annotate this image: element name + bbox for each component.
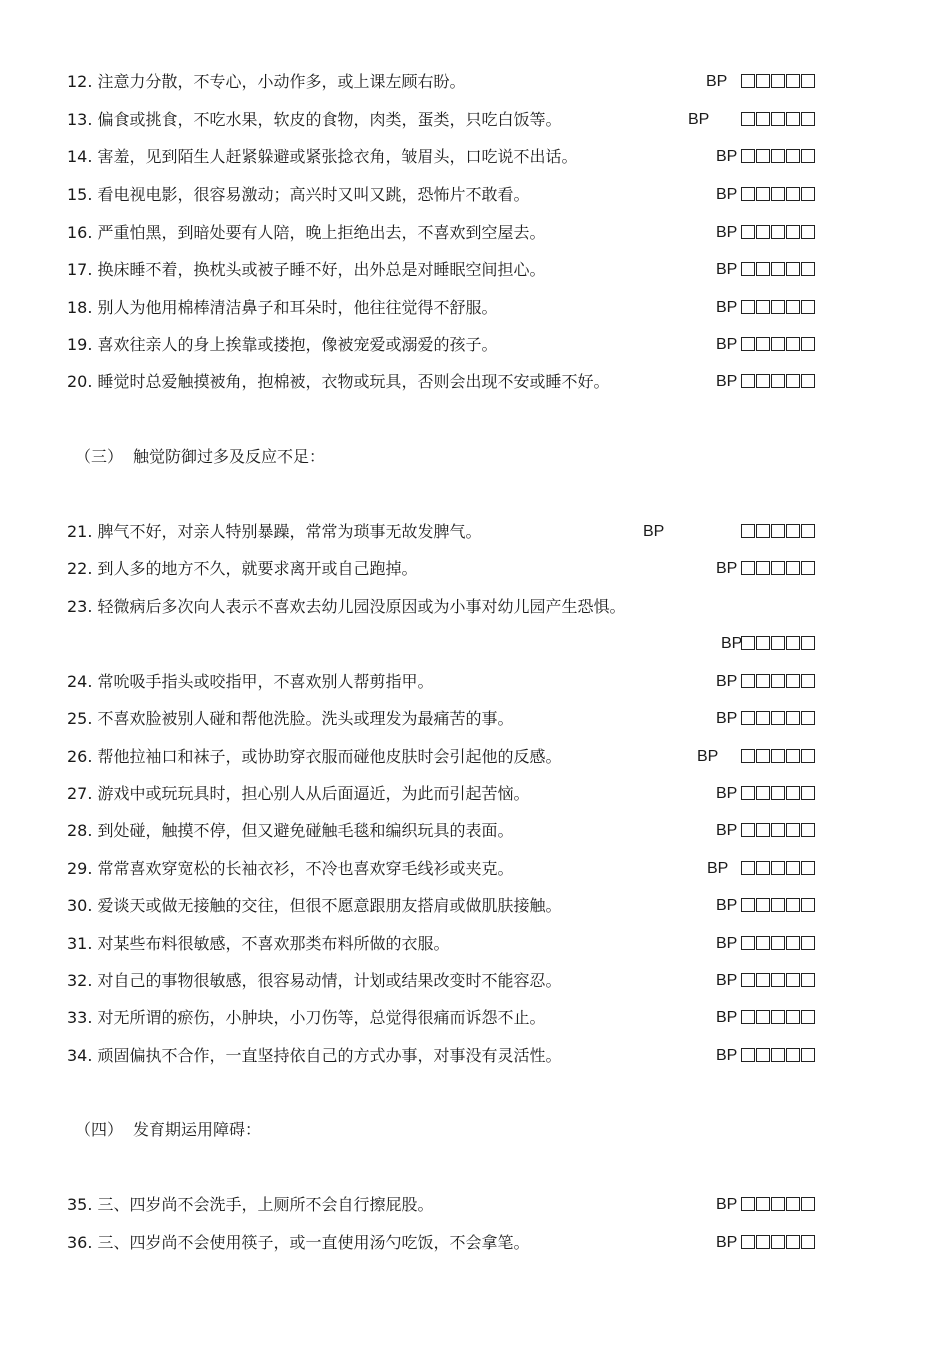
rating-checkbox[interactable] [786,524,800,538]
rating-checkbox[interactable] [756,1010,770,1024]
rating-checkbox[interactable] [801,112,815,126]
rating-checkboxes [741,711,815,725]
bp-label: BP [716,224,738,241]
rating-checkboxes [741,861,815,875]
rating-checkbox[interactable] [786,1235,800,1249]
rating-checkbox[interactable] [756,374,770,388]
rating-checkbox[interactable] [801,636,815,650]
rating-checkbox[interactable] [801,524,815,538]
rating-checkbox[interactable] [786,374,800,388]
rating-checkbox[interactable] [786,711,800,725]
rating-checkbox[interactable] [741,861,755,875]
rating-checkbox[interactable] [756,674,770,688]
rating-checkbox[interactable] [741,337,755,351]
rating-checkbox[interactable] [756,823,770,837]
rating-checkbox[interactable] [786,898,800,912]
question-text: 28. 到处碰，触摸不停，但又避免碰触毛毯和编织玩具的表面。 [67,821,514,840]
rating-checkbox[interactable] [801,337,815,351]
rating-checkbox[interactable] [801,225,815,239]
rating-checkbox[interactable] [801,1235,815,1249]
rating-checkboxes [741,1010,815,1024]
rating-checkbox[interactable] [756,936,770,950]
rating-checkbox[interactable] [786,1048,800,1062]
rating-checkbox[interactable] [771,337,785,351]
rating-checkbox[interactable] [756,524,770,538]
rating-checkbox[interactable] [786,1010,800,1024]
rating-checkbox[interactable] [741,973,755,987]
question-text: 16. 严重怕黑，到暗处要有人陪，晚上拒绝出去，不喜欢到空屋去。 [67,223,546,242]
bp-label: BP [716,1196,738,1213]
rating-checkboxes [741,1048,815,1062]
question-text: 18. 别人为他用棉棒清洁鼻子和耳朵时，他往往觉得不舒服。 [67,298,498,317]
rating-checkbox[interactable] [741,374,755,388]
rating-checkbox[interactable] [801,823,815,837]
section-heading [75,1120,261,1140]
rating-checkbox[interactable] [786,149,800,163]
rating-checkbox[interactable] [771,898,785,912]
rating-checkboxes [741,262,815,276]
rating-checkbox[interactable] [756,898,770,912]
rating-checkboxes [741,337,815,351]
bp-label: BP [716,1047,738,1064]
question-text: 35. 三、四岁尚不会洗手，上厕所不会自行擦屁股。 [67,1195,434,1214]
question-text: 34. 顽固偏执不合作，一直坚持依自己的方式办事，对事没有灵活性。 [67,1046,562,1065]
question-text: 17. 换床睡不着，换枕头或被子睡不好，出外总是对睡眠空间担心。 [67,260,546,279]
bp-label: BP [716,935,738,952]
rating-checkbox[interactable] [771,74,785,88]
question-text: 25. 不喜欢脸被别人碰和帮他洗脸。洗头或理发为最痛苦的事。 [67,709,514,728]
rating-checkbox[interactable] [801,711,815,725]
bp-label: BP [716,897,738,914]
rating-checkbox[interactable] [756,561,770,575]
rating-checkbox[interactable] [741,1048,755,1062]
rating-checkbox[interactable] [786,973,800,987]
bp-label: BP [716,186,738,203]
bp-label: BP [688,111,710,128]
rating-checkboxes [741,561,815,575]
rating-checkbox[interactable] [756,1197,770,1211]
rating-checkbox[interactable] [771,1048,785,1062]
rating-checkbox[interactable] [741,524,755,538]
rating-checkbox[interactable] [756,749,770,763]
rating-checkbox[interactable] [741,1197,755,1211]
rating-checkbox[interactable] [741,674,755,688]
rating-checkbox[interactable] [801,861,815,875]
rating-checkboxes [741,674,815,688]
rating-checkbox[interactable] [741,1010,755,1024]
rating-checkbox[interactable] [756,225,770,239]
rating-checkbox[interactable] [741,149,755,163]
bp-label: BP [643,523,665,540]
rating-checkbox[interactable] [741,898,755,912]
rating-checkbox[interactable] [771,187,785,201]
rating-checkbox[interactable] [771,262,785,276]
question-text: 24. 常吮吸手指头或咬指甲，不喜欢别人帮剪指甲。 [67,672,434,691]
rating-checkbox[interactable] [771,374,785,388]
bp-label: BP [716,373,738,390]
rating-checkbox[interactable] [756,1235,770,1249]
question-text: 13. 偏食或挑食，不吃水果，软皮的食物，肉类，蛋类，只吃白饭等。 [67,110,562,129]
rating-checkbox[interactable] [756,262,770,276]
rating-checkbox[interactable] [801,374,815,388]
section-title: 触觉防御过多及反应不足： [133,447,326,466]
rating-checkbox[interactable] [786,861,800,875]
rating-checkbox[interactable] [801,1048,815,1062]
rating-checkboxes [741,1235,815,1249]
rating-checkboxes [741,973,815,987]
rating-checkbox[interactable] [741,74,755,88]
question-text: 29. 常常喜欢穿宽松的长袖衣衫，不冷也喜欢穿毛线衫或夹克。 [67,859,514,878]
rating-checkbox[interactable] [771,749,785,763]
rating-checkbox[interactable] [801,1197,815,1211]
rating-checkbox[interactable] [741,561,755,575]
question-text: 36. 三、四岁尚不会使用筷子，或一直使用汤勺吃饭，不会拿笔。 [67,1233,530,1252]
rating-checkbox[interactable] [741,749,755,763]
rating-checkbox[interactable] [756,74,770,88]
bp-label: BP [716,299,738,316]
rating-checkbox[interactable] [786,187,800,201]
rating-checkbox[interactable] [771,1235,785,1249]
bp-label: BP [706,73,728,90]
rating-checkbox[interactable] [771,112,785,126]
rating-checkbox[interactable] [786,74,800,88]
bp-label: BP [721,635,743,652]
rating-checkbox[interactable] [771,786,785,800]
rating-checkbox[interactable] [771,823,785,837]
rating-checkbox[interactable] [801,973,815,987]
bp-label: BP [716,785,738,802]
section-number: （三） [75,447,124,466]
rating-checkboxes [741,524,815,538]
rating-checkbox[interactable] [771,149,785,163]
rating-checkboxes [741,225,815,239]
bp-label: BP [716,1009,738,1026]
bp-label: BP [716,822,738,839]
rating-checkbox[interactable] [786,337,800,351]
bp-label: BP [716,336,738,353]
bp-label: BP [716,1234,738,1251]
rating-checkbox[interactable] [786,561,800,575]
rating-checkbox[interactable] [786,262,800,276]
rating-checkbox[interactable] [741,1235,755,1249]
question-text: 30. 爱谈天或做无接触的交往，但很不愿意跟朋友搭肩或做肌肤接触。 [67,896,562,915]
rating-checkbox[interactable] [741,711,755,725]
rating-checkbox[interactable] [756,711,770,725]
rating-checkbox[interactable] [786,823,800,837]
question-text: 15. 看电视电影，很容易激动；高兴时又叫又跳，恐怖片不敢看。 [67,185,530,204]
rating-checkbox[interactable] [786,225,800,239]
rating-checkbox[interactable] [756,1048,770,1062]
bp-label: BP [716,148,738,165]
rating-checkbox[interactable] [756,636,770,650]
question-text: 22. 到人多的地方不久，就要求离开或自己跑掉。 [67,559,418,578]
rating-checkbox[interactable] [756,300,770,314]
question-text: 12. 注意力分散，不专心，小动作多，或上课左顾右盼。 [67,72,466,91]
rating-checkbox[interactable] [741,187,755,201]
rating-checkbox[interactable] [786,112,800,126]
rating-checkbox[interactable] [741,262,755,276]
rating-checkbox[interactable] [786,636,800,650]
rating-checkboxes [741,786,815,800]
section-number: （四） [75,1120,124,1139]
rating-checkbox[interactable] [801,674,815,688]
question-text: 27. 游戏中或玩玩具时，担心别人从后面逼近，为此而引起苦恼。 [67,784,530,803]
question-text: 32. 对自己的事物很敏感，很容易动情，计划或结果改变时不能容忍。 [67,971,562,990]
bp-label: BP [707,860,729,877]
rating-checkbox[interactable] [771,561,785,575]
rating-checkbox[interactable] [786,749,800,763]
rating-checkbox[interactable] [801,262,815,276]
rating-checkbox[interactable] [801,898,815,912]
rating-checkbox[interactable] [741,112,755,126]
rating-checkboxes [741,823,815,837]
rating-checkbox[interactable] [756,112,770,126]
rating-checkboxes [741,898,815,912]
rating-checkbox[interactable] [801,936,815,950]
rating-checkbox[interactable] [771,861,785,875]
rating-checkbox[interactable] [786,674,800,688]
section-title: 发育期运用障碍： [133,1120,262,1139]
rating-checkbox[interactable] [771,636,785,650]
rating-checkbox[interactable] [771,300,785,314]
rating-checkboxes [741,1197,815,1211]
rating-checkboxes [741,749,815,763]
rating-checkbox[interactable] [801,749,815,763]
rating-checkbox[interactable] [771,1197,785,1211]
rating-checkbox[interactable] [786,1197,800,1211]
rating-checkboxes [741,149,815,163]
question-text: 21. 脾气不好，对亲人特别暴躁，常常为琐事无故发脾气。 [67,522,482,541]
bp-label: BP [697,748,719,765]
rating-checkbox[interactable] [771,225,785,239]
rating-checkbox[interactable] [771,711,785,725]
rating-checkbox[interactable] [786,300,800,314]
rating-checkboxes [741,636,815,650]
rating-checkbox[interactable] [801,187,815,201]
rating-checkbox[interactable] [771,524,785,538]
question-text: 20. 睡觉时总爱触摸被角，抱棉被，衣物或玩具，否则会出现不安或睡不好。 [67,372,610,391]
question-text: 23. 轻微病后多次向人表示不喜欢去幼儿园没原因或为小事对幼儿园产生恐惧。 [67,597,626,616]
rating-checkbox[interactable] [801,74,815,88]
rating-checkbox[interactable] [801,300,815,314]
rating-checkbox[interactable] [756,973,770,987]
rating-checkbox[interactable] [771,973,785,987]
bp-label: BP [716,261,738,278]
rating-checkbox[interactable] [801,786,815,800]
rating-checkbox[interactable] [741,225,755,239]
rating-checkboxes [741,374,815,388]
rating-checkbox[interactable] [741,300,755,314]
rating-checkbox[interactable] [741,786,755,800]
bp-label: BP [716,673,738,690]
rating-checkbox[interactable] [756,149,770,163]
bp-label: BP [716,710,738,727]
bp-label: BP [716,560,738,577]
rating-checkbox[interactable] [756,337,770,351]
question-text: 19. 喜欢往亲人的身上挨靠或搂抱，像被宠爱或溺爱的孩子。 [67,335,498,354]
rating-checkbox[interactable] [756,187,770,201]
rating-checkbox[interactable] [786,786,800,800]
rating-checkbox[interactable] [741,636,755,650]
rating-checkbox[interactable] [801,1010,815,1024]
rating-checkbox[interactable] [786,936,800,950]
rating-checkbox[interactable] [771,1010,785,1024]
rating-checkbox[interactable] [771,936,785,950]
rating-checkboxes [741,936,815,950]
rating-checkbox[interactable] [741,936,755,950]
question-text: 31. 对某些布料很敏感，不喜欢那类布料所做的衣服。 [67,934,450,953]
section-heading [75,447,325,467]
rating-checkbox[interactable] [741,823,755,837]
question-text: 26. 帮他拉袖口和袜子，或协助穿衣服而碰他皮肤时会引起他的反感。 [67,747,562,766]
rating-checkboxes [741,112,815,126]
question-text: 14. 害羞，见到陌生人赶紧躲避或紧张捻衣角，皱眉头，口吃说不出话。 [67,147,578,166]
rating-checkbox[interactable] [756,786,770,800]
rating-checkbox[interactable] [756,861,770,875]
bp-label: BP [716,972,738,989]
question-text: 33. 对无所谓的瘀伤，小肿块，小刀伤等，总觉得很痛而诉怨不止。 [67,1008,546,1027]
rating-checkbox[interactable] [801,149,815,163]
rating-checkbox[interactable] [801,561,815,575]
rating-checkboxes [741,300,815,314]
rating-checkboxes [741,74,815,88]
rating-checkbox[interactable] [771,674,785,688]
rating-checkboxes [741,187,815,201]
